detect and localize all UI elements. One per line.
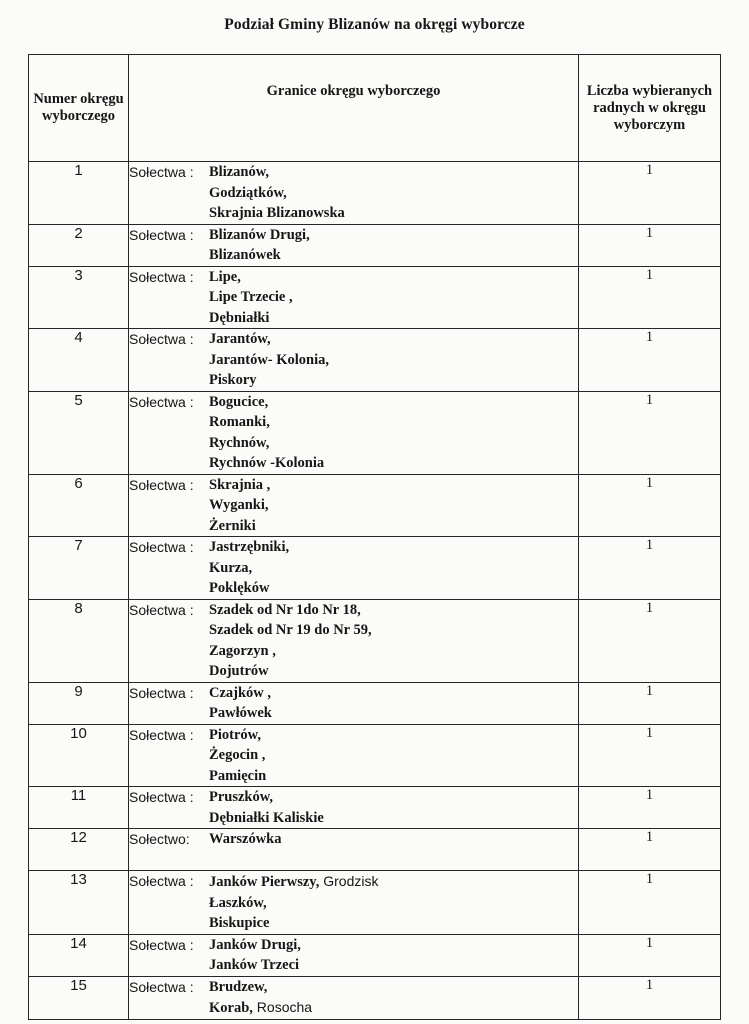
seat-count: 1 <box>579 829 721 871</box>
village-name: Lipe Trzecie , <box>209 289 293 305</box>
village-name: Kurza, <box>209 559 253 576</box>
village-line <box>209 977 312 998</box>
village-line <box>209 392 324 413</box>
village-line <box>209 787 324 808</box>
table-row <box>29 934 721 976</box>
village-name: Pruszków, <box>209 789 274 805</box>
table-row <box>29 976 721 1019</box>
village-line <box>209 308 293 329</box>
district-number: 11 <box>29 787 129 829</box>
village-name: Szadek od Nr 1do Nr 18, <box>209 601 361 618</box>
district-borders <box>129 829 579 871</box>
village-line <box>209 558 289 579</box>
village-line <box>209 537 289 558</box>
village-name: Janków Trzeci <box>209 957 300 973</box>
village-name: Warszówka <box>209 831 282 847</box>
village-name: Janków Drugi, <box>209 936 301 953</box>
document-title: Podział Gminy Blizanów na okręgi wyborcze <box>224 16 525 33</box>
district-number: 5 <box>29 391 129 474</box>
village-line <box>209 162 345 183</box>
village-name: Zagorzyn , <box>209 642 276 659</box>
village-name: Dębniałki Kaliskie <box>209 809 324 826</box>
district-number: 15 <box>29 976 129 1019</box>
village-name: Romanki, <box>209 414 270 430</box>
seat-count: 1 <box>579 787 721 829</box>
table-row <box>29 682 721 724</box>
solectwa-label: Sołectwo: <box>129 831 190 847</box>
village-line <box>209 600 372 621</box>
solectwa-label: Sołectwa : <box>129 726 194 743</box>
village-name: Blizanów, <box>209 164 270 180</box>
solectwa-label: Sołectwa : <box>129 789 194 805</box>
header-borders-label: Granice okręgu wyborczego <box>266 83 441 99</box>
village-line <box>209 329 329 350</box>
village-name: Jarantów, <box>209 331 271 347</box>
district-number: 4 <box>29 329 129 392</box>
village-line <box>209 871 378 893</box>
seat-count: 1 <box>579 266 721 329</box>
village-name: Dębniałki <box>209 309 270 326</box>
village-line <box>209 913 378 934</box>
village-line <box>209 475 270 496</box>
district-number: 6 <box>29 474 129 537</box>
seat-count: 1 <box>579 682 721 724</box>
district-borders <box>129 599 579 682</box>
village-name: Dojutrów <box>209 663 269 679</box>
table-row <box>29 599 721 682</box>
district-number: 1 <box>29 162 129 225</box>
district-number: 3 <box>29 266 129 329</box>
village-line <box>209 641 372 662</box>
village-name: Jarantów- Kolonia, <box>209 351 330 368</box>
district-borders <box>129 266 579 329</box>
table-row <box>29 224 721 266</box>
village-name: Żegocin , <box>209 747 266 763</box>
solectwa-label: Sołectwa : <box>129 268 194 285</box>
village-name: Piskory <box>209 372 257 388</box>
seat-count: 1 <box>579 224 721 266</box>
table-row <box>29 871 721 935</box>
solectwa-label: Sołectwa : <box>129 539 194 555</box>
village-line <box>209 661 372 682</box>
village-line <box>209 955 301 976</box>
village-line <box>209 516 270 537</box>
district-number: 9 <box>29 682 129 724</box>
district-borders <box>129 162 579 225</box>
district-borders <box>129 224 579 266</box>
solectwa-label: Sołectwa : <box>129 978 194 995</box>
solectwa-label: Sołectwa : <box>129 226 194 243</box>
seat-count: 1 <box>579 871 721 935</box>
village-name: Rychnów, <box>209 434 270 451</box>
village-name: Blizanów Drugi, <box>209 226 310 243</box>
district-borders <box>129 934 579 976</box>
village-line <box>209 453 324 474</box>
village-line <box>209 703 272 724</box>
district-number: 7 <box>29 537 129 600</box>
village-name-extra: Rosocha <box>252 999 313 1015</box>
table-row <box>29 266 721 329</box>
village-line <box>209 225 310 246</box>
solectwa-label: Sołectwa : <box>129 873 194 889</box>
village-name: Pawłówek <box>209 705 272 721</box>
village-name: Rychnów -Kolonia <box>209 455 325 471</box>
village-line <box>209 808 324 829</box>
village-line <box>209 725 266 746</box>
village-line <box>209 683 272 704</box>
village-name: Pamięcin <box>209 767 267 784</box>
village-name: Czajków , <box>209 684 272 701</box>
village-line <box>209 935 301 956</box>
village-line <box>209 245 310 266</box>
village-line <box>209 766 266 787</box>
village-name-extra: Grodzisk <box>319 873 379 889</box>
village-name: Korab, <box>209 1000 253 1016</box>
seat-count: 1 <box>579 934 721 976</box>
solectwa-label: Sołectwa : <box>129 331 194 347</box>
seat-count: 1 <box>579 391 721 474</box>
district-borders <box>129 474 579 537</box>
solectwa-label: Sołectwa : <box>129 684 194 701</box>
village-name: Brudzew, <box>209 978 268 995</box>
village-line <box>209 287 293 308</box>
village-name: Żerniki <box>209 517 256 534</box>
table-row <box>29 162 721 225</box>
district-borders <box>129 787 579 829</box>
village-line <box>209 433 324 454</box>
village-name: Lipe, <box>209 268 241 285</box>
village-line <box>209 578 289 599</box>
district-number: 13 <box>29 871 129 935</box>
village-line <box>209 829 282 850</box>
solectwa-label: Sołectwa : <box>129 936 194 953</box>
district-number: 8 <box>29 599 129 682</box>
village-name: Godziątków, <box>209 184 287 201</box>
village-line <box>209 745 266 766</box>
village-line <box>209 203 345 224</box>
village-line <box>209 495 270 516</box>
district-borders <box>129 871 579 935</box>
header-seats: Liczba wybieranych radnych w okręgu wyborczym <box>579 55 721 162</box>
table-row <box>29 474 721 537</box>
district-borders <box>129 537 579 600</box>
village-name: Bogucice, <box>209 393 269 410</box>
table-row <box>29 787 721 829</box>
header-number: Numer okręgu wyborczego <box>29 55 129 162</box>
village-name: Skrajnia , <box>209 476 271 493</box>
village-name: Wyganki, <box>209 497 269 513</box>
village-name: Poklęków <box>209 580 270 596</box>
village-line <box>209 412 324 433</box>
solectwa-label: Sołectwa : <box>129 601 194 618</box>
table-row <box>29 724 721 787</box>
village-line <box>209 183 345 204</box>
village-line <box>209 893 378 914</box>
district-number: 12 <box>29 829 129 871</box>
seat-count: 1 <box>579 976 721 1019</box>
district-borders <box>129 391 579 474</box>
village-name: Piotrów, <box>209 726 261 743</box>
table-row <box>29 391 721 474</box>
table-row <box>29 537 721 600</box>
village-name: Blizanówek <box>209 247 281 263</box>
district-number: 10 <box>29 724 129 787</box>
village-name: Łaszków, <box>209 894 267 911</box>
solectwa-label: Sołectwa : <box>129 476 194 493</box>
header-row <box>29 55 721 162</box>
table-body <box>29 162 721 1020</box>
seat-count: 1 <box>579 599 721 682</box>
table-row <box>29 329 721 392</box>
seat-count: 1 <box>579 162 721 225</box>
districts-table <box>28 54 721 1020</box>
village-line <box>209 350 329 371</box>
village-name: Jastrzębniki, <box>209 539 290 555</box>
village-name: Szadek od Nr 19 do Nr 59, <box>209 622 372 638</box>
village-line <box>209 997 312 1019</box>
district-borders <box>129 976 579 1019</box>
village-line <box>209 620 372 641</box>
district-borders <box>129 724 579 787</box>
village-line <box>209 370 329 391</box>
seat-count: 1 <box>579 724 721 787</box>
header-borders <box>129 55 579 162</box>
village-name: Skrajnia Blizanowska <box>209 205 345 221</box>
solectwa-label: Sołectwa : <box>129 393 194 410</box>
district-number: 2 <box>29 224 129 266</box>
table-row <box>29 829 721 871</box>
district-borders <box>129 682 579 724</box>
district-number: 14 <box>29 934 129 976</box>
seat-count: 1 <box>579 537 721 600</box>
district-borders <box>129 329 579 392</box>
seat-count: 1 <box>579 474 721 537</box>
seat-count: 1 <box>579 329 721 392</box>
village-name: Janków Pierwszy, <box>209 874 320 890</box>
village-name: Biskupice <box>209 915 270 931</box>
solectwa-label: Sołectwa : <box>129 164 194 180</box>
village-line <box>209 267 293 288</box>
